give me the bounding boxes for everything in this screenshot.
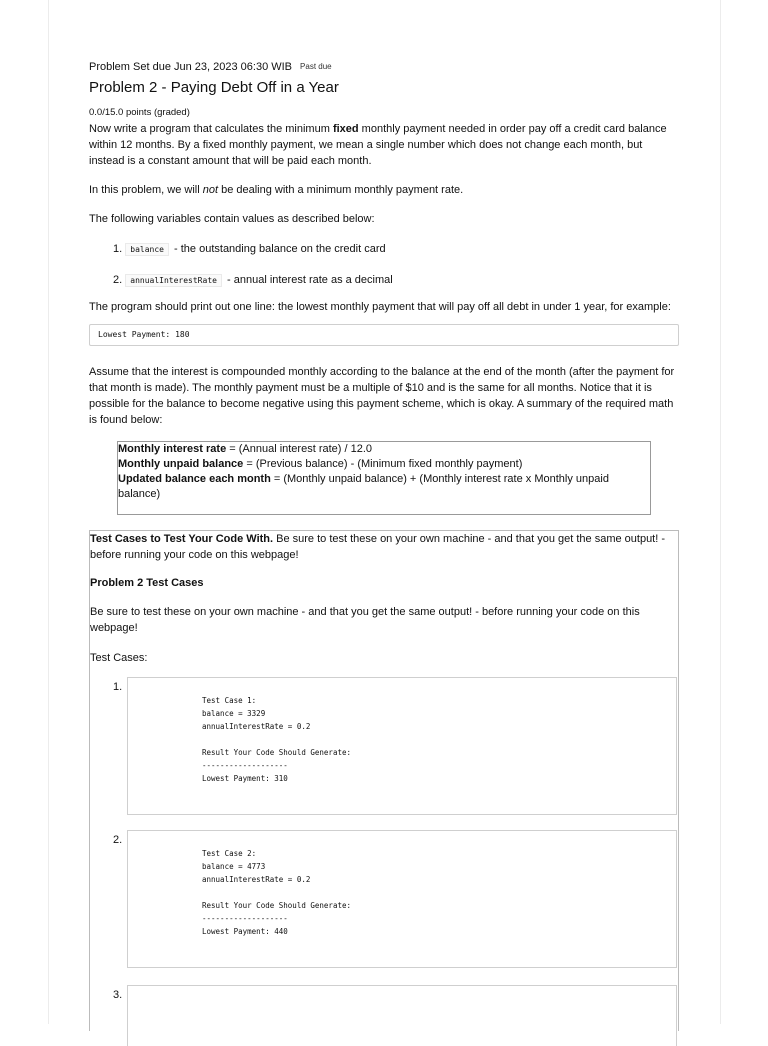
variables-intro: The following variables contain values as described below: [89,213,375,225]
test-case-number: 2. [113,834,123,846]
due-line [89,60,679,74]
due-date: Problem Set due Jun 23, 2023 06:30 WIB [89,61,293,73]
test-cases-subheading: Problem 2 Test Cases [90,577,204,589]
test-cases-reminder: Be sure to test these on your own machine - and that you get the same output! - before running your code on this webpage! [90,606,640,634]
test-cases-heading: Test Cases to Test Your Code With. Be sure to test these on your own machine - and that you get the same output! - before running your code on this webpage! [90,533,666,561]
assume-paragraph: Assume that the interest is compounded monthly according to the balance at the end of the month (after the payment for that month is made). The monthly payment must be a multiple of $10 and is the same for all months. Notice that it is possible for the balance to become negative using this payment scheme, which is okay. A summary of the required math is found below: [89,366,675,426]
test-cases-label: Test Cases: [90,652,148,664]
note-paragraph: In this problem, we will not be dealing with a minimum monthly payment rate. [89,184,464,196]
code-balance: balance [125,243,169,256]
test-cases-section [89,530,679,1031]
page-right-border [720,0,721,1024]
points-status: 0.0/15.0 points (graded) [89,107,190,118]
example-output: Lowest Payment: 180 [89,324,679,346]
math-line: Updated balance each month = (Monthly unpaid balance) + (Monthly interest rate x Monthly unpaid balance) [118,473,609,500]
math-summary [117,441,651,515]
past-due-badge: Past due [300,62,332,71]
list-item: 1. balance - the outstanding balance on the credit card [113,243,386,255]
test-case-number: 1. [113,681,123,693]
test-case-number: 3. [113,989,123,1001]
test-case-code [127,985,677,1046]
test-case-code: Test Case 1: balance = 3329 annualInterestRate = 0.2 Result Your Code Should Generate: ------------------- Lowest Payment: 310 [127,677,677,815]
intro-paragraph: Now write a program that calculates the minimum fixed monthly payment needed in order pay off a credit card balance within 12 months. By a fixed monthly payment, we mean a single number which does not change each month, but instead is a constant amount that will be paid each month. [89,123,667,167]
print-intro: The program should print out one line: the lowest monthly payment that will pay off all debt in under 1 year, for example: [89,301,671,313]
problem-title: Problem 2 - Paying Debt Off in a Year [89,79,339,96]
math-line: Monthly unpaid balance = (Previous balance) - (Minimum fixed monthly payment) [118,458,523,470]
list-item: 2. annualInterestRate - annual interest rate as a decimal [113,274,393,286]
test-case-code: Test Case 2: balance = 4773 annualInterestRate = 0.2 Result Your Code Should Generate: ------------------- Lowest Payment: 440 [127,830,677,968]
code-annual-interest-rate: annualInterestRate [125,274,222,287]
problem-content [89,60,679,515]
variables-list [89,241,679,289]
math-line: Monthly interest rate = (Annual interest rate) / 12.0 [118,443,373,455]
page-left-border [48,0,49,1024]
